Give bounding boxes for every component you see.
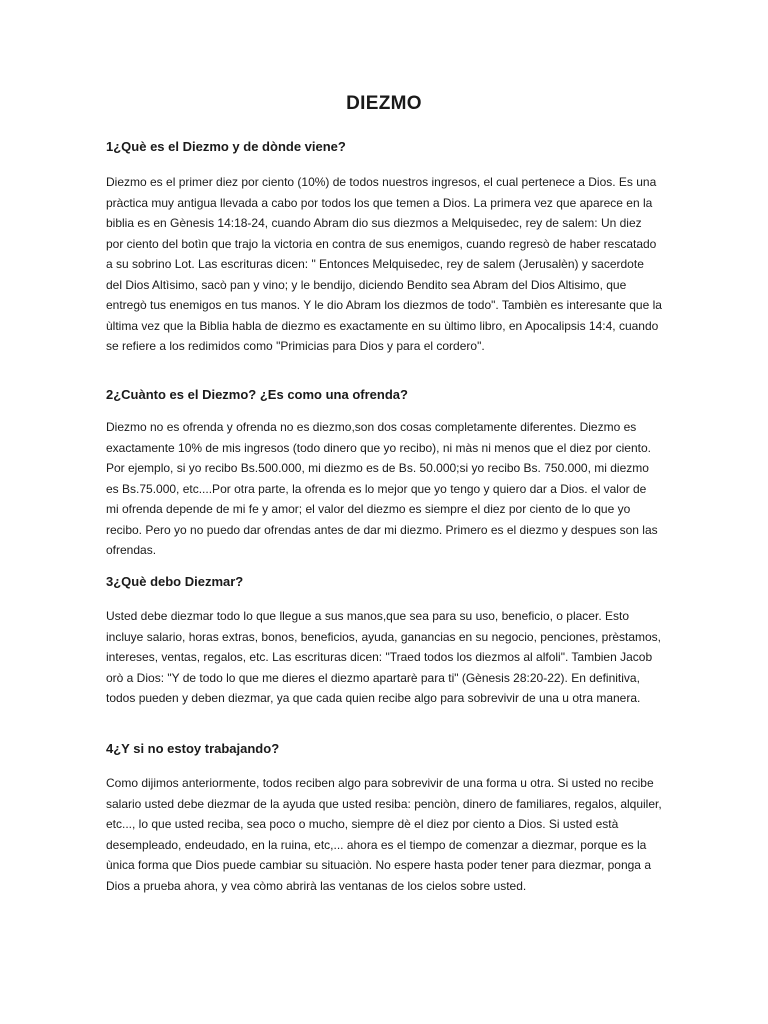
section-paragraph-3: Usted debe diezmar todo lo que llegue a sus manos,que sea para su uso, beneficio, o placer. Esto incluye salario, horas extras, bonos, beneficios, ayuda, ganancias en su negocio, penciones, prèstamos, intereses, ventas, regalos, etc. Las escrituras dicen: "Traed todos los diezmos al alfoli". Tambien Jacob orò a Dios: "Y de todo lo que me dieres el diezmo apartarè para ti" (Gènesis 28:20-22). En definitiva, todos pueden y deben diezmar, ya que cada quien recibe algo para sobrevivir de una u otra manera. <box>106 609 661 705</box>
section-paragraph-1: Diezmo es el primer diez por ciento (10%) de todos nuestros ingresos, el cual pertenece a Dios. Es una pràctica muy antigua llevada a cabo por todos los que temen a Dios. La primera vez que aparece en la biblia es en Gènesis 14:18-24, cuando Abram dio sus diezmos a Melquisedec, rey de salem: Un diez por ciento del botìn que trajo la victoria en contra de sus enemigos, cuando regresò de haber rescatado a su sobrino Lot. Las escrituras dicen: " Entonces Melquisedec, rey de salem (Jerusalèn) y sacerdote del Dios Altìsimo, sacò pan y vino; y le bendijo, diciendo Bendito sea Abram del Dios Altisimo, que entregò tus enemigos en tus manos. Y le dio Abram los diezmos de todo". Tambièn es interesante que la ùltima vez que la Biblia habla de diezmo es exactamente en su ùltimo libro, en Apocalipsis 14:4, cuando se refiere a los redimidos como "Primicias para Dios y para el cordero". <box>106 175 662 353</box>
section-heading-2: 2¿Cuànto es el Diezmo? ¿Es como una ofrenda? <box>106 387 408 402</box>
section-heading-4: 4¿Y si no estoy trabajando? <box>106 741 280 756</box>
section-paragraph-2: Diezmo no es ofrenda y ofrenda no es diezmo,son dos cosas completamente diferentes. Diezmo es exactamente 10% de mis ingresos (todo dinero que yo recibo), ni màs ni menos que el diez por ciento. Por ejemplo, si yo recibo Bs.500.000, mi diezmo es de Bs. 50.000;si yo recibo Bs. 750.000, mi diezmo es Bs.75.000, etc....Por otra parte, la ofrenda es lo mejor que yo tengo y quiero dar a Dios. el valor de mi ofrenda depende de mi fe y amor; el valor del diezmo es siempre el diez por ciento de lo que yo recibo. Pero yo no puedo dar ofrendas antes de dar mi diezmo. Primero es el diezmo y despues son las ofrendas. <box>106 420 658 557</box>
section-paragraph-4: Como dijimos anteriormente, todos reciben algo para sobrevivir de una forma u otra. Si usted no recibe salario usted debe diezmar de la ayuda que usted resiba: penciòn, dinero de familiares, regalos, alquiler, etc..., lo que usted reciba, sea poco o mucho, siempre dè el diez por ciento a Dios. Si usted està desempleado, endeudado, en la ruina, etc,... ahora es el tiempo de comenzar a diezmar, porque es la ùnica forma que Dios puede cambiar su situaciòn. No espere hasta poder tener para diezmar, ponga a Dios a prueba ahora, y vea còmo abrirà las ventanas de los cielos sobre usted. <box>106 776 662 893</box>
section-heading-3: 3¿Què debo Diezmar? <box>106 574 244 589</box>
document-title: DIEZMO <box>346 93 422 114</box>
section-heading-1: 1¿Què es el Diezmo y de dònde viene? <box>106 139 346 154</box>
